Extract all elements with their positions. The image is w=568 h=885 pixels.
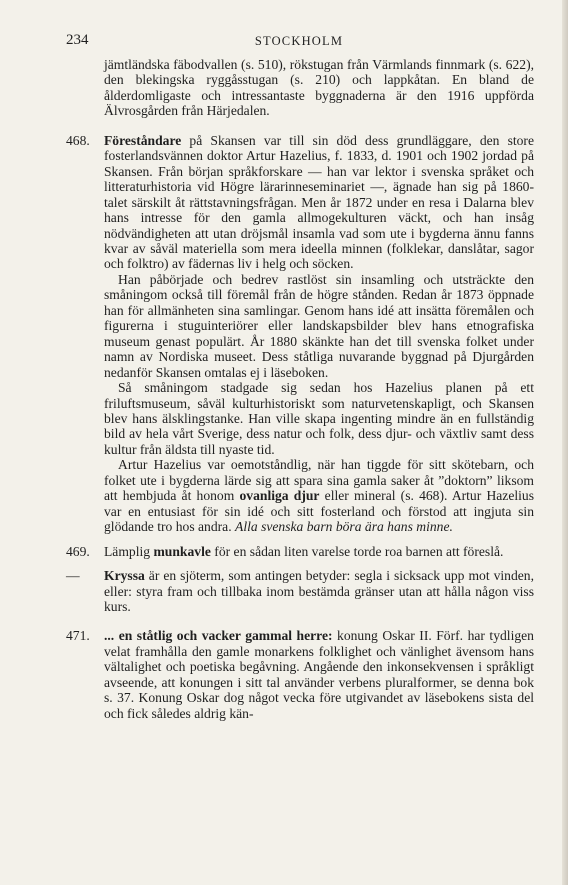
entry-468: [66, 133, 534, 535]
bold-term: ovanliga djur: [239, 488, 320, 504]
entry-text: eller mineral (s. 468). Artur Hazelius var en entusiast för sin idé och sitt fosterland och förstod att ingjuta sin glödande tro hos andra.: [104, 488, 534, 535]
entry-headword: Föreståndare: [104, 132, 182, 148]
page-body: [66, 57, 534, 721]
running-head: STOCKHOLM: [254, 34, 344, 48]
entry-text: Lämplig: [104, 543, 151, 559]
entry-headword: Kryssa: [104, 568, 145, 584]
page-number: 234: [66, 32, 89, 48]
entry-headword: munkavle: [153, 543, 211, 559]
entry-text: konung Oskar II. Förf. har tydligen velat framhålla den gamle monarkens folklighet och vänlighet ävensom hans vältalighet och poetiska begåvning. Angående den inkonsekvensen i språkligt avseende, att konungen i sitt tal använder verbens pluralformer, se denna bok s. 37. Konung Oskar dog något vecka före utgivandet av läsebokens sista del och fick således aldrig kän-: [104, 628, 534, 721]
entry-471: [66, 628, 534, 721]
entry-headword: ... en ståtlig och vacker gammal herre:: [104, 628, 333, 644]
entry-kryssa: [66, 568, 534, 614]
entry-text: på Skansen var till sin död dess grundläggare, den store fosterlandsvännen doktor Artur Hazelius, f. 1833, d. 1901 och 1902 jordad på Skansen. Från början språkforskare — han var lektor i svenska språket och litteraturhistoria vid Högre lärarinneseminariet —, ägnade han sig på 1860-talet särskilt åt rättstavningsfrågan. Men år 1872 under en resa i Dalarna blev hans intresse för den gamla allmogekulturen väckt, och han insåg nödvändigheten att utan dröjsmål insamla vad som ute i bygderna ännu fanns kvar av såväl materiella som mera ideella minnen (folklekar, danslåtar, sagor och folktro) av fädernas liv i helg och söcken.: [104, 132, 534, 272]
entry-text: Artur Hazelius var oemotståndlig, när han tiggde för sitt skötebarn, och folket ute i bygderna lärde sig att spara sina gamla saker åt ”doktorn” liksom att hembjuda åt honom: [104, 457, 534, 504]
intro-paragraph: [66, 57, 534, 119]
entry-text: Så småningom stadgade sig sedan hos Hazelius planen på ett friluftsmuseum, såväl kulturhistoriskt som naturvetenskapligt, och Skansen blev hans älsklingstanke. Han ville skapa ingenting mindre än en fullständig bild av hela vårt Sverige, dess natur och folk, dess djur- och växtliv samt dess kultur från äldsta till nyaste tid.: [104, 380, 534, 457]
entry-number: 469.: [66, 543, 90, 559]
page-header: [66, 32, 532, 52]
entry-number: 468.: [66, 132, 90, 148]
entry-number: 471.: [66, 628, 90, 644]
entry-469: [66, 544, 534, 559]
page-edge-shadow: [562, 0, 568, 885]
entry-text: Han påbörjade och bedrev rastlöst sin insamling och utsträckte den småningom också till föremål från de högre stånden. Redan år 1873 öppnade han för allmänheten sina samlingar. Genom hans idé att insätta föremålen och figurerna i stuguinteriörer eller landskapsbilder blev hans etnografiska museum genast populärt. År 1880 skänkte han det till svenska folket under namn av Nordiska museet. Dess ståtliga nuvarande byggnad på Djurgården nedanför Skansen omtalas ej i läseboken.: [104, 271, 534, 380]
entry-text: är en sjöterm, som antingen betyder: segla i sicksack upp mot vinden, eller: styra fram och tillbaka inom bestämda gränser utan att hålla någon viss kurs.: [104, 568, 534, 614]
entry-number: —: [66, 568, 80, 584]
italic-quote: Alla svenska barn böra ära hans minne.: [235, 519, 453, 535]
entry-text: för en sådan liten varelse torde roa barnen att föreslå.: [214, 543, 504, 559]
intro-text: jämtländska fäbodvallen (s. 510), rökstugan från Värmlands finnmark (s. 622), den blekingska ryggåsstugan (s. 210) och lappkåtan. En bland de ålderdomligaste och intressantaste byggnaderna är den 1916 uppförda Älvrosgården från Härjedalen.: [104, 57, 534, 119]
